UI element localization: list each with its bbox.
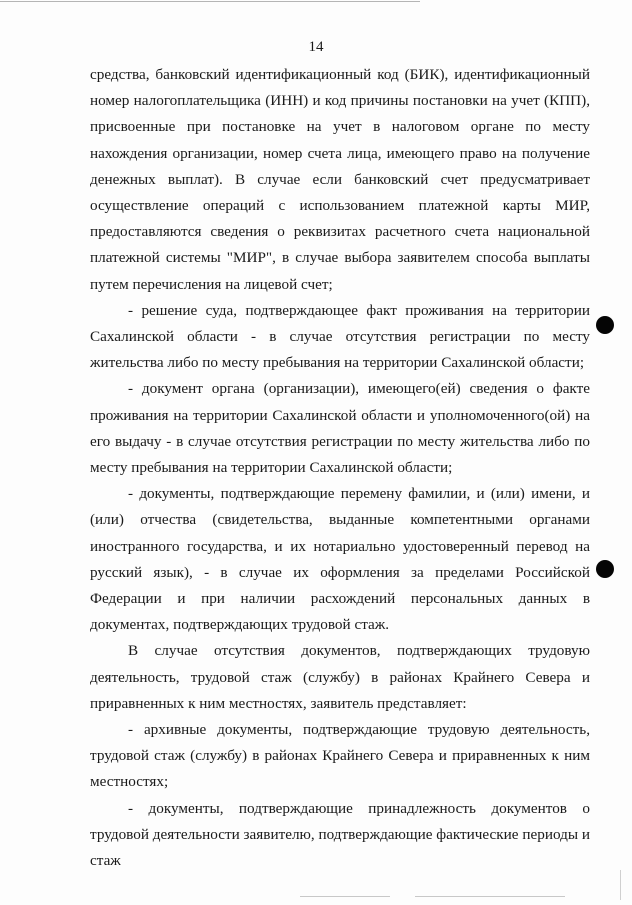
paragraph-missing-work-documents: В случае отсутствия документов, подтверждающих трудовую деятельность, трудовой стаж (службу) в районах Крайнего Севера и приравненных к ним местностях, заявитель представляет:	[90, 642, 590, 712]
paragraph-archive-documents: - архивные документы, подтверждающие трудовую деятельность, трудовой стаж (службу) в районах Крайнего Севера и приравненных к ним местностях;	[90, 721, 590, 791]
punch-hole-mark	[596, 560, 614, 578]
bottom-rule	[300, 896, 390, 897]
paragraph-name-change-documents: - документы, подтверждающие перемену фамилии, и (или) имени, и (или) отчества (свидетельства, выданные компетентными органами иностранного государства, и их нотариально удостоверенный перевод на русский язык), - в случае их оформления за пределами Российской Федерации и при наличии расхождений персональных данных в документах, подтверждающих трудовой стаж.	[90, 485, 590, 634]
page-number: 14	[308, 39, 324, 55]
bottom-rule	[415, 896, 565, 897]
document-body	[90, 62, 590, 874]
scan-edge-mark	[620, 870, 621, 900]
paragraph-bank-details: средства, банковский идентификационный код (БИК), идентификационный номер налогоплательщика (ИНН) и код причины постановки на учет (КПП), присвоенные при постановке на учет в налоговом органе по месту нахождения организации, номер счета лица, имеющего право на получение денежных выплат). В случае если банковский счет предусматривает осуществление операций с использованием платежной карты МИР, предоставляются сведения о реквизитах расчетного счета национальной платежной системы "МИР", в случае выбора заявителем способа выплаты путем перечисления на лицевой счет;	[90, 66, 590, 293]
paragraph-ownership-documents: - документы, подтверждающие принадлежность документов о трудовой деятельности заявителю, подтверждающие фактические периоды и стаж	[90, 799, 590, 870]
top-rule	[0, 1, 420, 2]
paragraph-authority-document: - документ органа (организации), имеющего(ей) сведения о факте проживания на территории Сахалинской области и уполномоченного(ой) на его выдачу - в случае отсутствия регистрации по месту жительства либо по месту пребывания на территории Сахалинской области;	[90, 380, 590, 477]
paragraph-court-decision: - решение суда, подтверждающее факт проживания на территории Сахалинской области - в случае отсутствия регистрации по месту жительства либо по месту пребывания на территории Сахалинской области;	[90, 301, 590, 372]
punch-hole-mark	[596, 316, 614, 334]
